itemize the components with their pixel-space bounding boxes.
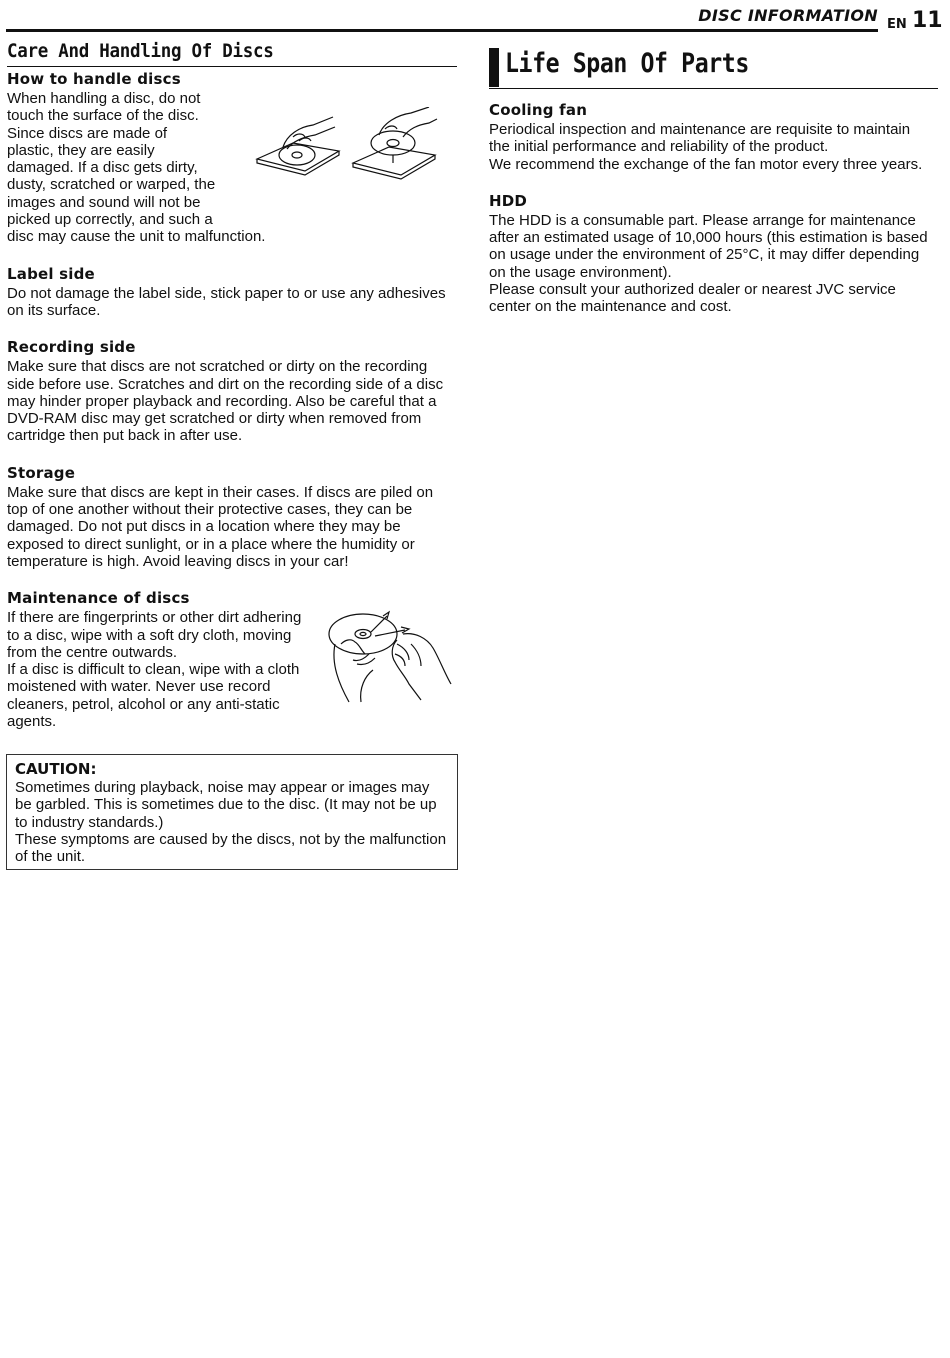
text-line: Do not damage the label side, stick paper to or use any adhesives — [7, 284, 446, 302]
text-line: to industry standards.) — [15, 813, 164, 831]
text-line: We recommend the exchange of the fan motor every three years. — [489, 155, 923, 173]
text-line: If a disc is difficult to clean, wipe with a cloth — [7, 661, 300, 679]
text-line: agents. — [7, 713, 57, 731]
lifespan-column — [489, 46, 939, 316]
label-side-body — [7, 285, 457, 320]
text-line: cartridge then put back in after use. — [7, 427, 243, 445]
text-line: cleaners, petrol, alcohol or any anti-static — [7, 695, 280, 713]
lifespan-title-rule — [489, 88, 938, 89]
text-line: dusty, scratched or warped, the — [7, 176, 216, 194]
text-line: moistened with water. Never use record — [7, 678, 271, 696]
handle-body — [7, 90, 277, 246]
text-line: touch the surface of the disc. — [7, 107, 199, 125]
disc-wiping-illustration — [325, 604, 455, 704]
handle-section — [7, 69, 457, 246]
text-line: damaged. Do not put discs in a location where they may be — [7, 518, 401, 536]
title-bar-marker — [489, 48, 499, 87]
care-title-rule — [7, 66, 457, 67]
handle-heading: How to handle discs — [7, 70, 181, 88]
text-line: Make sure that discs are kept in their cases. If discs are piled on — [7, 483, 434, 501]
caution-heading: CAUTION: — [15, 760, 97, 778]
text-line: from the centre outwards. — [7, 643, 178, 661]
label-side-heading: Label side — [7, 264, 95, 283]
text-line: damaged. If a disc gets dirty, — [7, 159, 198, 177]
language-code: EN — [887, 17, 907, 32]
text-line: side before use. Scratches and dirt on the recording side of a disc — [7, 375, 444, 393]
text-line: the initial performance and reliability of the product. — [489, 138, 829, 156]
hdd-heading: HDD — [489, 191, 528, 210]
header-rule — [6, 29, 878, 32]
text-line: picked up correctly, and such a — [7, 211, 213, 229]
text-line: Periodical inspection and maintenance are requisite to maintain — [489, 121, 911, 138]
text-line: If there are fingerprints or other dirt adhering — [7, 609, 302, 627]
text-line: disc may cause the unit to malfunction. — [7, 228, 266, 246]
disc-tray-illustration — [253, 107, 445, 189]
text-line: exposed to direct sunlight, or in a place where the humidity or — [7, 535, 415, 553]
maintenance-body — [7, 609, 312, 730]
text-line: center on the maintenance and cost. — [489, 298, 732, 316]
section-header: DISC INFORMATION — [698, 6, 878, 25]
care-title: Care And Handling Of Discs — [7, 40, 274, 62]
caution-box — [6, 754, 458, 870]
lifespan-title: Life Span Of Parts — [505, 48, 749, 79]
text-line: DVD-RAM disc may get scratched or dirty when removed from — [7, 410, 422, 428]
text-line: Sometimes during playback, noise may appear or images may — [15, 779, 430, 796]
maintenance-heading: Maintenance of discs — [7, 589, 190, 608]
cooling-fan-body — [489, 121, 939, 173]
text-line: When handling a disc, do not — [7, 90, 201, 107]
text-line: be garbled. This is sometimes due to the disc. (It may not be up — [15, 796, 437, 814]
text-line: of the unit. — [15, 848, 86, 866]
hdd-body — [489, 212, 939, 316]
text-line: Since discs are made of — [7, 124, 168, 142]
storage-body — [7, 484, 457, 570]
text-line: images and sound will not be — [7, 193, 201, 211]
maintenance-section — [7, 588, 457, 730]
care-column — [7, 40, 457, 730]
text-line: on its surface. — [7, 301, 101, 319]
text-line: Please consult your authorized dealer or nearest JVC service — [489, 281, 896, 299]
text-line: on the usage environment). — [489, 263, 672, 281]
text-line: top of one another without their protective cases, they can be — [7, 501, 413, 519]
recording-side-heading: Recording side — [7, 338, 136, 357]
text-line: Make sure that discs are not scratched or dirty on the recording — [7, 358, 428, 376]
text-line: The HDD is a consumable part. Please arrange for maintenance — [489, 211, 916, 229]
text-line: on usage under the environment of 25°C, it may differ depending — [489, 246, 920, 264]
page-number: 11 — [912, 8, 943, 33]
text-line: to a disc, wipe with a soft dry cloth, moving — [7, 626, 292, 644]
text-line: plastic, they are easily — [7, 141, 155, 159]
text-line: temperature is high. Avoid leaving discs in your car! — [7, 552, 349, 570]
lifespan-body — [489, 100, 939, 316]
text-line: after an estimated usage of 10,000 hours (this estimation is based — [489, 229, 928, 247]
text-line: These symptoms are caused by the discs, not by the malfunction — [15, 830, 447, 848]
storage-heading: Storage — [7, 463, 76, 482]
recording-side-body — [7, 358, 457, 444]
cooling-fan-heading: Cooling fan — [489, 101, 588, 119]
text-line: may hinder proper playback and recording. Also be careful that a — [7, 392, 437, 410]
lifespan-title-block — [489, 46, 939, 86]
